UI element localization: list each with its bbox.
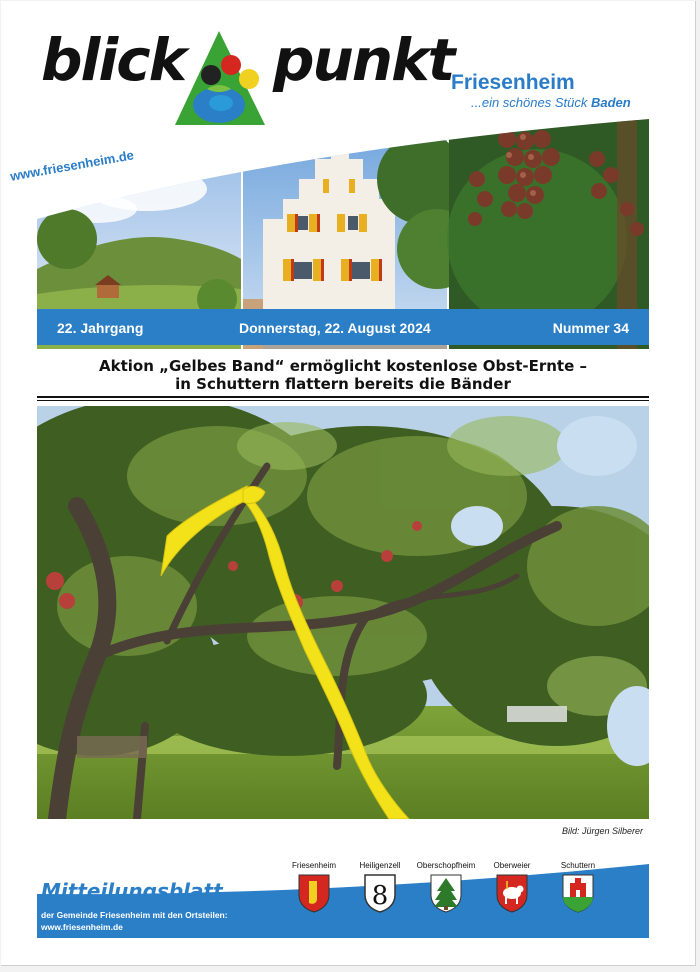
headline-line-1: Aktion „Gelbes Band“ ermöglicht kostenlose Obst-Ernte – (99, 357, 587, 375)
volume-label: 22. Jahrgang (57, 320, 144, 336)
crest-oberweier (477, 861, 547, 915)
crest-label: Oberweier (493, 861, 531, 870)
issue-date: Donnerstag, 22. August 2024 (239, 320, 431, 336)
crest-oberschopfheim (411, 861, 481, 915)
issue-number: Nummer 34 (552, 320, 629, 336)
divider-thin (37, 400, 649, 401)
crest-heiligenzell (345, 861, 415, 915)
slogan (471, 95, 631, 110)
schuttern-crest-icon (561, 873, 595, 913)
slogan-region: Baden (590, 95, 631, 110)
footer-website-link[interactable]: www.friesenheim.de (41, 922, 123, 932)
apple-tree-photo (37, 406, 649, 819)
oberschopfheim-crest-icon (429, 873, 463, 913)
crest-label: Friesenheim (291, 861, 336, 870)
cover-headline (37, 357, 649, 393)
newsletter-cover (1, 1, 696, 966)
photo-credit: Bild: Jürgen Silberer (561, 826, 643, 836)
friesenheim-crest-icon (297, 873, 331, 913)
logo-text-punkt: punkt (273, 26, 454, 94)
footer-subtitle: der Gemeinde Friesenheim mit den Ortsteilen: (41, 910, 228, 920)
divider-thick (37, 396, 649, 398)
crest-label: Schuttern (560, 861, 596, 870)
oberweier-crest-icon (495, 873, 529, 913)
crest-friesenheim (279, 861, 349, 915)
headline-line-2: in Schuttern flattern bereits die Bänder (175, 375, 511, 393)
crest-schuttern (543, 861, 613, 915)
cover-photo-apple-tree (37, 406, 649, 819)
crest-label: Oberschopfheim (416, 861, 476, 870)
website-link[interactable]: www.friesenheim.de (9, 147, 135, 184)
slogan-text: ...ein schönes Stück (471, 95, 588, 110)
crest-glyph: 8 (371, 881, 389, 911)
footer-title: Mitteilungsblatt (41, 879, 223, 903)
logo-text-blick: blick (41, 26, 186, 94)
heiligenzell-crest-icon (363, 873, 397, 913)
town-name: Friesenheim (451, 71, 575, 94)
crest-label: Heiligenzell (359, 861, 401, 870)
issue-info-bar (37, 309, 649, 345)
footer-subtitle-block (41, 909, 228, 933)
